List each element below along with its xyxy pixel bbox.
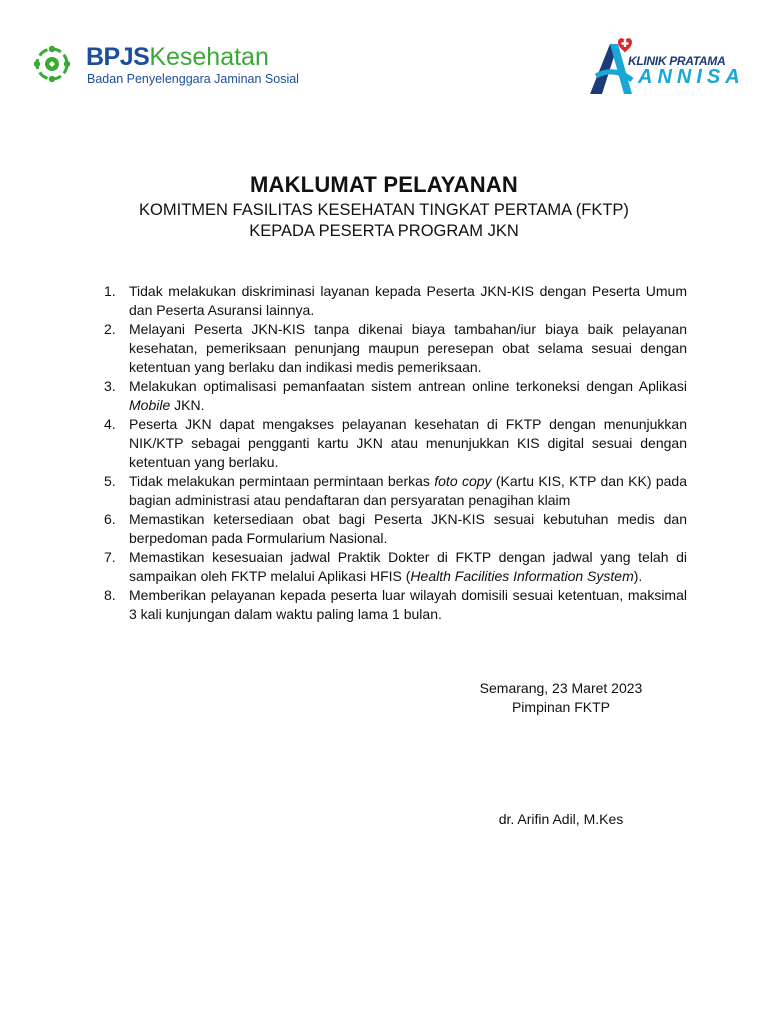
klinik-label-name: ANNISA: [638, 66, 745, 88]
list-item-number: 3.: [104, 378, 116, 394]
text-segment: Tidak melakukan permintaan permintaan berkas: [129, 473, 435, 489]
list-item: [104, 510, 687, 548]
list-item: [104, 586, 687, 624]
signature-name: dr. Arifin Adil, M.Kes: [498, 811, 624, 827]
list-item-number: 1.: [104, 283, 116, 299]
list-item: [104, 320, 687, 377]
list-item-number: 6.: [104, 511, 116, 527]
italic-term: Health Facilities Information System: [410, 568, 634, 584]
list-item-number: 7.: [104, 549, 116, 565]
list-item-text: [129, 548, 687, 586]
list-item-number: 2.: [104, 321, 116, 337]
list-item-text: [129, 510, 687, 548]
list-item: [104, 282, 687, 320]
text-segment: Memastikan ketersediaan obat bagi Peserta JKN-KIS sesuai kebutuhan medis dan berpedoman pada Formularium Nasional.: [129, 511, 687, 546]
list-item: [104, 548, 687, 586]
list-item-text: [129, 377, 687, 415]
klinik-annisa-logo: [588, 36, 745, 98]
commitment-list: [104, 282, 687, 624]
list-item-number: 4.: [104, 416, 116, 432]
bpjs-tagline: Badan Penyelenggara Jaminan Sosial: [87, 72, 299, 86]
text-segment: Memastikan kesesuaian jadwal Praktik Dokter di FKTP dengan jadwal yang telah di sampaikan oleh FKTP melalui Aplikasi HFIS (: [129, 549, 687, 584]
document-subtitle-line2: KEPADA PESERTA PROGRAM JKN: [249, 222, 519, 240]
text-segment: (Kartu KIS, KTP dan KK) pada bagian administrasi atau pendaftaran dan persyaratan penagihan klaim: [129, 473, 687, 508]
list-item-number: 8.: [104, 587, 116, 603]
text-segment: Melakukan optimalisasi pemanfaatan sistem antrean online terkoneksi dengan Aplikasi: [129, 378, 687, 394]
signature-place-date: Semarang, 23 Maret 2023: [479, 680, 643, 696]
italic-term: foto copy: [434, 473, 492, 489]
text-segment: ).: [633, 568, 643, 584]
list-item-number: 5.: [104, 473, 116, 489]
signature-position: Pimpinan FKTP: [511, 699, 611, 715]
bpjs-emblem-icon: [32, 44, 72, 84]
list-item-text: [129, 586, 687, 624]
list-item-text: [129, 415, 687, 472]
text-segment: Melayani Peserta JKN-KIS tanpa dikenai biaya tambahan/iur biaya baik pelayanan kesehatan, pemeriksaan penunjang maupun peresepan obat selama sesuai dengan ketentuan yang berlaku dan indikasi medis pemeriksaan.: [129, 321, 687, 375]
list-item-text: [129, 282, 687, 320]
bpjs-kesehatan-logo: [32, 42, 299, 92]
list-item: [104, 472, 687, 510]
list-item: [104, 415, 687, 472]
klinik-label-top: KLINIK PRATAMA: [628, 54, 726, 68]
text-segment: Tidak melakukan diskriminasi layanan kepada Peserta JKN-KIS dengan Peserta Umum dan Peserta Asuransi lainnya.: [129, 283, 687, 318]
text-segment: Peserta JKN dapat mengakses pelayanan kesehatan di FKTP dengan menunjukkan NIK/KTP sebagai pengganti kartu JKN atau menunjukkan KIS digital sesuai dengan ketentuan yang berlaku.: [129, 416, 687, 470]
text-segment: Memberikan pelayanan kepada peserta luar wilayah domisili sesuai ketentuan, maksimal 3 kali kunjungan dalam waktu paling lama 1 bulan.: [129, 587, 687, 622]
document-subtitle-line1: KOMITMEN FASILITAS KESEHATAN TINGKAT PERTAMA (FKTP): [139, 201, 629, 219]
bpjs-brand-name: BPJSKesehatan: [86, 43, 269, 71]
text-segment: JKN.: [170, 397, 205, 413]
italic-term: Mobile: [129, 397, 171, 413]
list-item-text: [129, 320, 687, 377]
list-item: [104, 377, 687, 415]
list-item-text: [129, 472, 687, 510]
document-title: MAKLUMAT PELAYANAN: [249, 172, 519, 197]
